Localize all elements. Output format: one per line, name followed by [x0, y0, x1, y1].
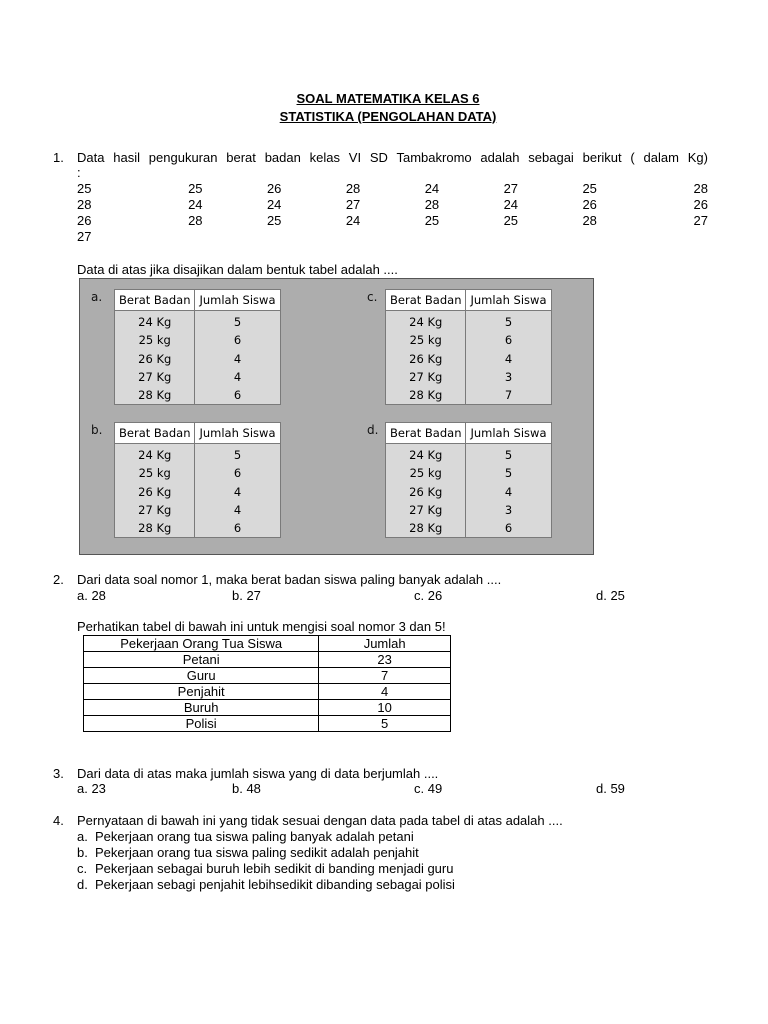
table-intro: Perhatikan tabel di bawah ini untuk mengisi soal nomor 3 dan 5! [77, 619, 446, 634]
table-cell: 7 [466, 386, 551, 405]
option-table-c [385, 289, 552, 405]
data-value: 28 [77, 197, 92, 212]
table-header: Jumlah Siswa [195, 423, 280, 444]
data-value: 24 [345, 213, 361, 228]
table-cell: 24 Kg [386, 311, 466, 332]
q4-option-letter: c. [77, 861, 88, 876]
table-cell: 4 [195, 501, 280, 519]
q4-option-letter: b. [77, 845, 88, 860]
data-value: 25 [266, 213, 282, 228]
data-value: 25 [424, 213, 440, 228]
q3-option: b. 48 [232, 781, 261, 796]
q1-number: 1. [53, 150, 64, 165]
option-letter-d: d. [367, 423, 379, 437]
q1-question: Data di atas jika disajikan dalam bentuk tabel adalah .... [77, 262, 398, 277]
table-cell: 26 Kg [386, 483, 466, 501]
table-cell: 5 [319, 716, 451, 732]
table-cell: 5 [466, 444, 551, 465]
table-header: Berat Badan [386, 423, 466, 444]
table-cell: 4 [466, 350, 551, 368]
data-value: 25 [503, 213, 519, 228]
job-table [83, 635, 451, 732]
table-cell: 6 [466, 331, 551, 349]
table-cell: 5 [466, 464, 551, 482]
data-value: 28 [424, 197, 440, 212]
table-cell: 5 [466, 311, 551, 332]
table-cell: 23 [319, 652, 451, 668]
table-cell: 4 [466, 483, 551, 501]
data-value: 26 [266, 181, 282, 196]
q1-text: Data hasil pengukuran berat badan kelas VI SD Tambakromo adalah sebagai berikut ( dalam Kg) [77, 150, 708, 165]
table-cell: Buruh [84, 700, 319, 716]
table-header: Jumlah Siswa [466, 290, 551, 311]
data-value: 27 [503, 181, 519, 196]
data-value: 24 [266, 197, 282, 212]
q2-number: 2. [53, 572, 64, 587]
table-header: Pekerjaan Orang Tua Siswa [84, 636, 319, 652]
data-value: 25 [77, 181, 92, 196]
table-header: Jumlah Siswa [466, 423, 551, 444]
option-letter-b: b. [91, 423, 103, 437]
q3-option: c. 49 [414, 781, 443, 796]
data-value: 27 [693, 213, 708, 228]
table-cell: 25 kg [115, 464, 195, 482]
table-cell: 26 Kg [386, 350, 466, 368]
option-table-d [385, 422, 552, 538]
q3-text: Dari data di atas maka jumlah siswa yang di data berjumlah .... [77, 766, 439, 781]
q4-option-text: Pekerjaan sebagai buruh lebih sedikit di banding menjadi guru [95, 861, 454, 876]
table-cell: Polisi [84, 716, 319, 732]
q1-colon: : [77, 165, 81, 180]
data-value: 25 [188, 181, 203, 196]
table-header: Berat Badan [386, 290, 466, 311]
table-cell: 25 kg [386, 331, 466, 349]
q1-data-row [77, 213, 708, 228]
table-cell: 4 [195, 483, 280, 501]
q1-data-row [77, 181, 708, 196]
table-cell: 28 Kg [115, 386, 195, 405]
table-cell: 25 kg [386, 464, 466, 482]
page-subtitle: STATISTIKA (PENGOLAHAN DATA) [279, 109, 497, 124]
data-value: 25 [582, 181, 597, 196]
table-cell: 4 [195, 368, 280, 386]
q4-option-text: Pekerjaan sebagi penjahit lebihsedikit dibanding sebagai polisi [95, 877, 455, 892]
data-value: 26 [582, 197, 597, 212]
q4-option-text: Pekerjaan orang tua siswa paling banyak adalah petani [95, 829, 414, 844]
q2-option: c. 26 [414, 588, 443, 603]
data-value: 28 [188, 213, 203, 228]
table-cell: 27 Kg [386, 501, 466, 519]
data-value: 28 [345, 181, 361, 196]
table-cell: 26 Kg [115, 483, 195, 501]
table-cell: 6 [195, 386, 280, 405]
table-cell: 5 [195, 444, 280, 465]
q3-option: d. 59 [596, 781, 625, 796]
table-cell: 26 Kg [115, 350, 195, 368]
table-cell: Penjahit [84, 684, 319, 700]
q3-number: 3. [53, 766, 64, 781]
q4-option-letter: a. [77, 829, 88, 844]
table-cell: 24 Kg [115, 444, 195, 465]
table-header: Berat Badan [115, 290, 195, 311]
q4-text: Pernyataan di bawah ini yang tidak sesuai dengan data pada tabel di atas adalah .... [77, 813, 563, 828]
page-title: SOAL MATEMATIKA KELAS 6 [296, 91, 480, 106]
q3-option: a. 23 [77, 781, 106, 796]
data-value: 26 [693, 197, 708, 212]
q4-option-text: Pekerjaan orang tua siswa paling sedikit adalah penjahit [95, 845, 419, 860]
option-table-b [114, 422, 281, 538]
table-cell: 6 [195, 464, 280, 482]
q2-text: Dari data soal nomor 1, maka berat badan siswa paling banyak adalah .... [77, 572, 502, 587]
q2-option: a. 28 [77, 588, 106, 603]
table-cell: Petani [84, 652, 319, 668]
table-cell: 28 Kg [386, 519, 466, 538]
table-cell: 27 Kg [115, 368, 195, 386]
table-cell: 27 Kg [115, 501, 195, 519]
table-cell: 28 Kg [115, 519, 195, 538]
q2-option: b. 27 [232, 588, 261, 603]
q2-option: d. 25 [596, 588, 625, 603]
table-cell: 24 Kg [386, 444, 466, 465]
table-cell: 3 [466, 368, 551, 386]
table-cell: 10 [319, 700, 451, 716]
table-cell: 7 [319, 668, 451, 684]
data-value: 24 [424, 181, 440, 196]
q4-option-letter: d. [77, 877, 88, 892]
table-cell: 6 [195, 331, 280, 349]
table-cell: 3 [466, 501, 551, 519]
table-header: Berat Badan [115, 423, 195, 444]
table-cell: 6 [466, 519, 551, 538]
table-cell: 25 kg [115, 331, 195, 349]
table-cell: 4 [195, 350, 280, 368]
table-cell: 28 Kg [386, 386, 466, 405]
option-letter-a: a. [91, 290, 103, 304]
table-cell: Guru [84, 668, 319, 684]
data-value: 27 [345, 197, 361, 212]
option-letter-c: c. [367, 290, 378, 304]
data-value: 24 [503, 197, 519, 212]
option-table-a [114, 289, 281, 405]
data-value: 28 [693, 181, 708, 196]
table-cell: 4 [319, 684, 451, 700]
table-cell: 6 [195, 519, 280, 538]
q4-number: 4. [53, 813, 64, 828]
table-header: Jumlah [319, 636, 451, 652]
table-cell: 24 Kg [115, 311, 195, 332]
table-header: Jumlah Siswa [195, 290, 280, 311]
data-value: 26 [77, 213, 92, 228]
data-value: 28 [582, 213, 597, 228]
table-cell: 5 [195, 311, 280, 332]
data-value: 24 [188, 197, 203, 212]
table-cell: 27 Kg [386, 368, 466, 386]
q1-data-row [77, 197, 708, 212]
data-value: 27 [77, 229, 92, 244]
